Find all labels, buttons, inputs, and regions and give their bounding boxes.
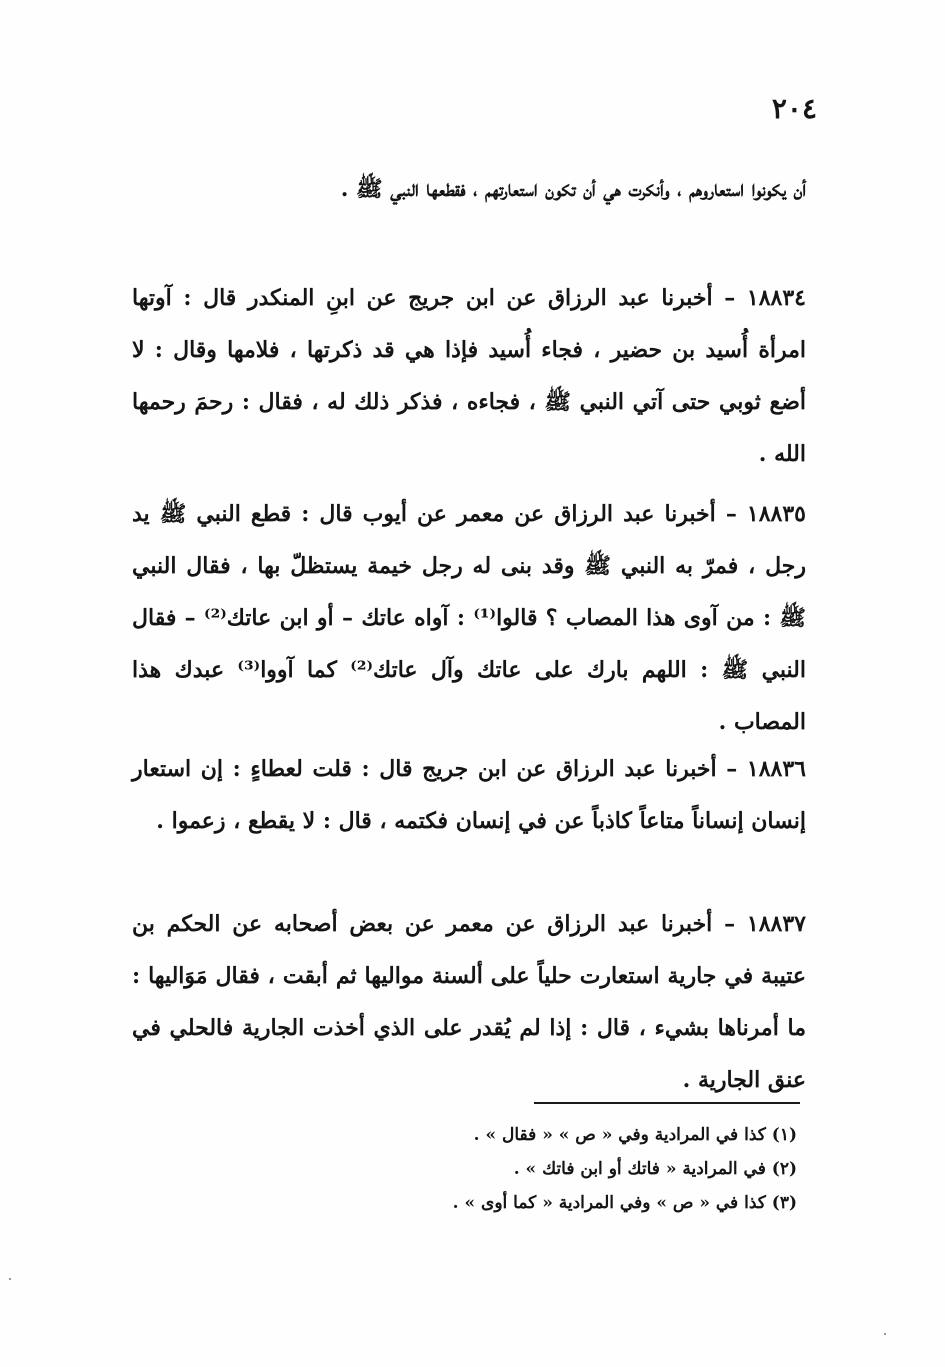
footnotes bbox=[277, 1118, 797, 1220]
scan-speck bbox=[884, 1333, 886, 1335]
hadith-18835 bbox=[132, 488, 806, 748]
footnote-3: (٣) كذا في « ص » وفي المرادية « كما أوى » . bbox=[452, 1193, 797, 1213]
footnote-separator bbox=[534, 1102, 800, 1104]
paragraph-text: ١٨٨٣٧ – أخبرنا عبد الرزاق عن معمر عن بعض أصحابه عن الحكم بن عتيبة في جارية استعارت حلياً على ألسنة مواليها ثم أبقت ، فقال مَوَاليها : ما أمرناها بشيء ، قال : إذا لم يُقدر على الذي أخذت الجارية فالحلي في عنق الجارية . bbox=[132, 911, 806, 1093]
paragraph-text: ١٨٨٣٤ – أخبرنا عبد الرزاق عن ابن جريج عن ابنِ المنكدر قال : آوتها امرأة أُسيد بن حضير ، فجاء أُسيد فإذا هي قد ذكرتها ، فلامها وقال : لا أضع ثوبي حتى آتي النبي ﷺ ، فجاءه ، فذكر ذلك له ، فقال : رحمَ رحمها الله . bbox=[132, 285, 807, 467]
hadith-18834 bbox=[132, 272, 806, 480]
hadith-18836 bbox=[132, 743, 806, 847]
footnote-1: (١) كذا في المرادية وفي « ص » « فقال » . bbox=[473, 1125, 797, 1145]
page-number: ٢٠٤ bbox=[771, 92, 817, 125]
footnote-2: (٢) في المرادية « فاتك أو ابن فاتك » . bbox=[513, 1159, 797, 1179]
paragraph-text: ١٨٨٣٥ – أخبرنا عبد الرزاق عن معمر عن أيوب قال : قطع النبي ﷺ يد رجل ، فمرّ به النبي ﷺ وقد بنى له رجل خيمة يستظلّ بها ، فقال النبي ﷺ : من آوى هذا المصاب ؟ قالوا⁽¹⁾ : آواه عاتك – أو ابن عاتك⁽²⁾ – فقال النبي ﷺ : اللهم بارك على عاتك وآل عاتك⁽²⁾ كما آووا⁽³⁾ عبدك هذا المصاب . bbox=[132, 501, 806, 735]
paragraph-text: ١٨٨٣٦ – أخبرنا عبد الرزاق عن ابن جريج قال : قلت لعطاءٍ : إن استعار إنسان إنساناً متاعاً كاذباً عن في إنسان فكتمه ، قال : لا يقطع ، زعموا . bbox=[132, 756, 806, 834]
hadith-18837 bbox=[132, 898, 806, 1106]
paragraph-continuation bbox=[132, 163, 806, 215]
paragraph-text: أن يكونوا استعاروهم ، وأنكرت هي أن تكون استعارتهم ، فقطعها النبي ﷺ . bbox=[340, 176, 806, 202]
scan-speck bbox=[9, 1278, 11, 1280]
